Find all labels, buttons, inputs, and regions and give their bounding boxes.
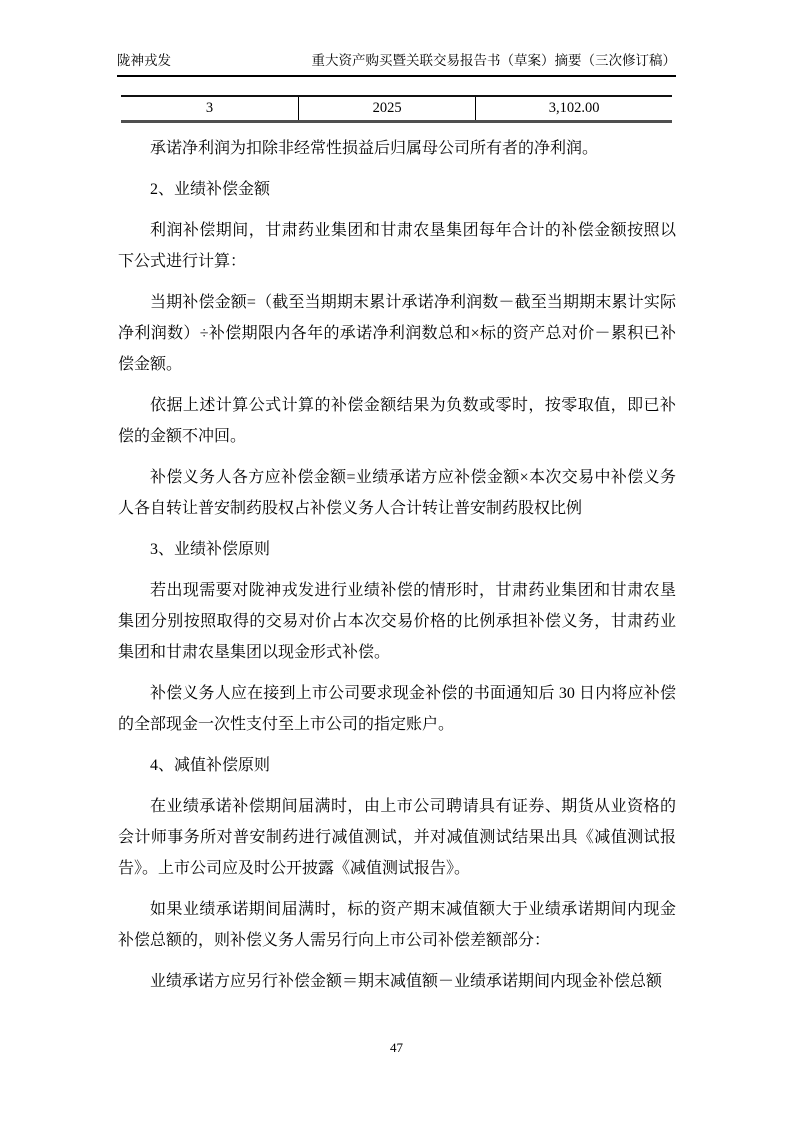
body-paragraph: 在业绩承诺补偿期间届满时，由上市公司聘请具有证券、期货从业资格的会计师事务所对普安制药进行减值测试，并对减值测试结果出具《减值测试报告》。上市公司应及时公开披露《减值测试报告》。 [118, 798, 676, 877]
body-paragraph: 承诺净利润为扣除非经常性损益后归属母公司所有者的净利润。 [150, 140, 599, 157]
header-company-name: 陇神戎发 [117, 53, 171, 68]
body-paragraph: 依据上述计算公式计算的补偿金额结果为负数或零时，按零取值，即已补偿的金额不冲回。 [118, 397, 676, 445]
page-footer [0, 1040, 793, 1056]
table-cell-amount: 3,102.00 [476, 96, 672, 122]
formula-paragraph: 补偿义务人各方应补偿金额=业绩承诺方应补偿金额×本次交易中补偿义务人各自转让普安制药股权占补偿义务人合计转让普安制药股权比例 [118, 469, 676, 517]
table-cell-year: 2025 [298, 96, 475, 122]
header-document-title: 重大资产购买暨关联交易报告书（草案）摘要（三次修订稿） [311, 53, 676, 68]
table-cell-index: 3 [205, 100, 214, 116]
body-paragraph: 若出现需要对陇神戎发进行业绩补偿的情形时，甘肃药业集团和甘肃农垦集团分别按照取得的交易对价占本次交易价格的比例承担补偿义务，甘肃药业集团和甘肃农垦集团以现金形式补偿。 [118, 582, 676, 661]
formula-paragraph: 当期补偿金额=（截至当期期末累计承诺净利润数－截至当期期末累计实际净利润数）÷补偿期限内各年的承诺净利润数总和×标的资产总对价－累积已补偿金额。 [118, 294, 676, 373]
section-heading: 2、业绩补偿金额 [150, 181, 271, 198]
formula-paragraph: 业绩承诺方应另行补偿金额＝期末减值额－业绩承诺期间内现金补偿总额 [150, 973, 663, 990]
section-heading: 3、业绩补偿原则 [150, 541, 271, 558]
page-number: 47 [390, 1040, 403, 1055]
document-body [118, 133, 676, 1007]
body-paragraph: 补偿义务人应在接到上市公司要求现金补偿的书面通知后 30 日内将应补偿的全部现金一次性支付至上市公司的指定账户。 [118, 685, 676, 733]
body-paragraph: 如果业绩承诺期间届满时，标的资产期末减值额大于业绩承诺期间内现金补偿总额的，则补偿义务人需另行向上市公司补偿差额部分： [118, 901, 676, 949]
profit-commitment-table [121, 95, 672, 123]
page-header [117, 52, 676, 77]
table-row [121, 96, 672, 122]
section-heading: 4、减值补偿原则 [150, 757, 271, 774]
body-paragraph: 利润补偿期间，甘肃药业集团和甘肃农垦集团每年合计的补偿金额按照以下公式进行计算： [118, 222, 676, 270]
